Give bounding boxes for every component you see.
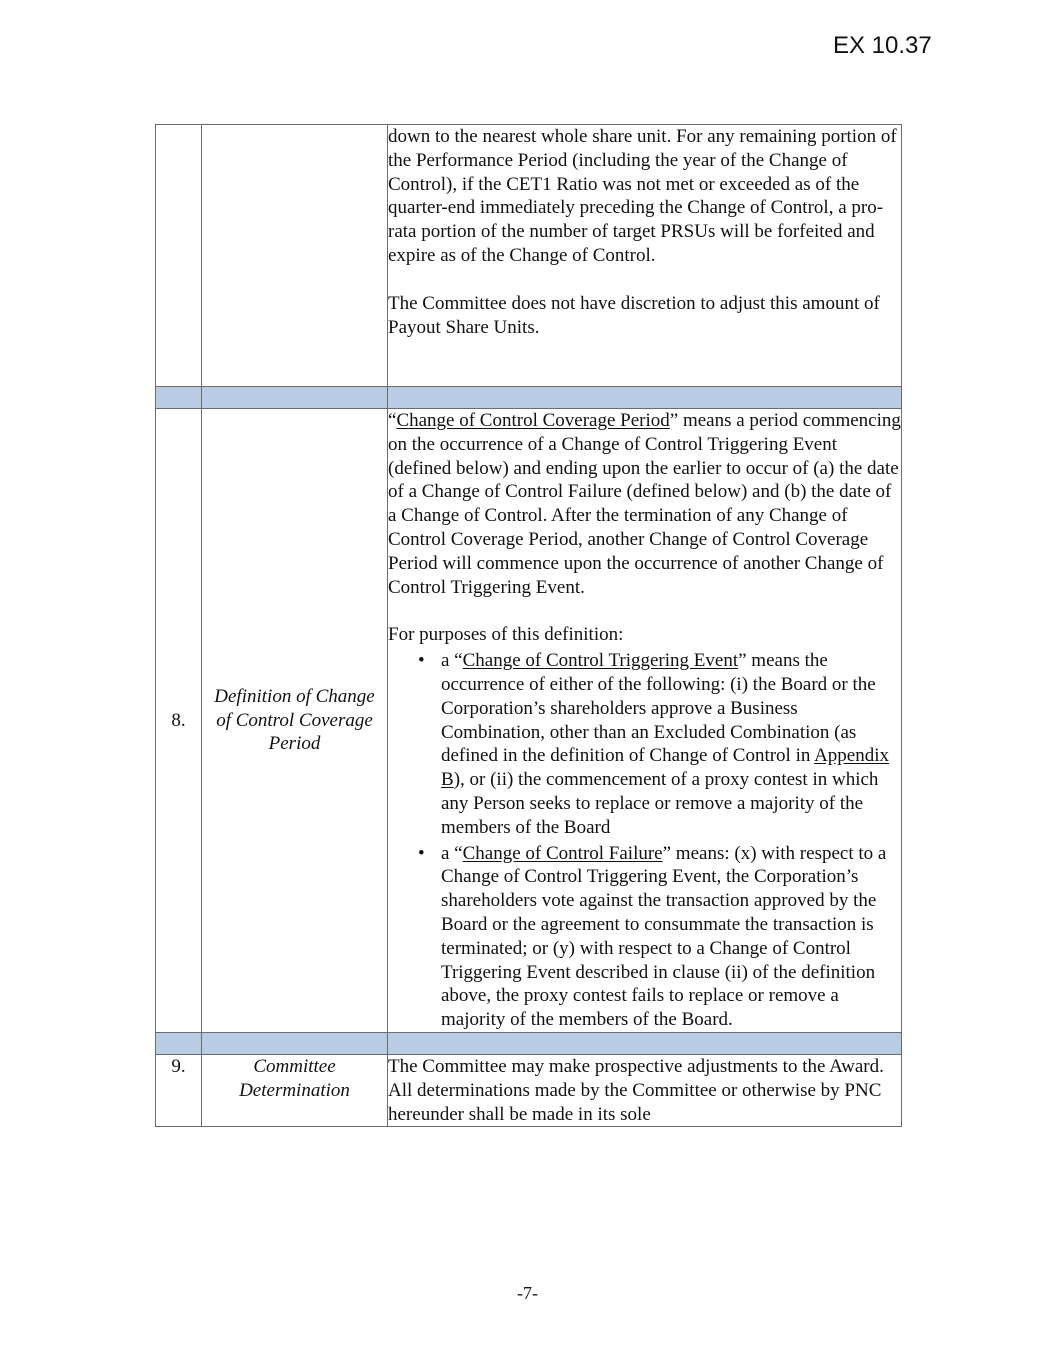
list-item: • a “Change of Control Triggering Event” means the occurrence of either of the following: (i) the Board or the Corporation’s shareholders approve a Business Combination, other than an Excluded Combination (as defined in the definition of Change of Control in Appendix B), or (ii) the commencement of a proxy contest in which any Person seeks to replace or remove a majority of the members of the Board	[388, 649, 901, 839]
defined-term: Change of Control Coverage Period	[396, 410, 670, 431]
number-cell	[156, 125, 202, 387]
award-terms-table	[155, 124, 902, 1127]
list-item: • a “Change of Control Failure” means: (x) with respect to a Change of Control Triggering Event, the Corporation’s shareholders vote against the transaction approved by the Board or the agreement to consummate the transaction is terminated; or (y) with respect to a Change of Control Triggering Event described in clause (ii) of the definition above, the proxy contest fails to replace or remove a majority of the members of the Board.	[388, 842, 901, 1032]
paragraph: For purposes of this definition:	[388, 624, 624, 646]
paragraph: down to the nearest whole share unit. For any remaining portion of the Performance Period (including the year of the Change of Control), if the CET1 Ratio was not met or exceeded as of the quarter-end immediately preceding the Change of Control, a pro-rata portion of the number of target PRSUs will be forfeited and expire as of the Change of Control.	[388, 126, 897, 266]
exhibit-label: EX 10.37	[833, 32, 932, 59]
table-row-8	[156, 409, 902, 1033]
defined-term: Change of Control Triggering Event	[462, 650, 739, 672]
table-row-9	[156, 1054, 902, 1126]
body-cell	[388, 125, 902, 387]
appendix-link[interactable]: Appendix B	[441, 745, 890, 791]
defined-term: Change of Control Failure	[462, 842, 663, 864]
table-row-continuation	[156, 125, 902, 387]
page-number: -7-	[517, 1283, 538, 1303]
row-number: 8.	[156, 409, 202, 1033]
title-cell	[202, 125, 388, 387]
bullet-list	[388, 649, 901, 1032]
definition-paragraph: “Change of Control Coverage Period” means a period commencing on the occurrence of a Change of Control Triggering Event (defined below) and ending upon the earlier to occur of (a) the date of a Change of Control Failure (defined below) and (b) the date of a Change of Control. After the termination of any Change of Control Coverage Period, another Change of Control Coverage Period will commence upon the occurrence of another Change of Control Triggering Event.	[388, 410, 901, 598]
body-cell: The Committee may make prospective adjustments to the Award. All determinations made by the Committee or otherwise by PNC hereunder shall be made in its sole	[388, 1054, 902, 1126]
separator-row	[156, 1032, 902, 1054]
row-title: Committee Determination	[202, 1054, 388, 1126]
row-title: Definition of Change of Control Coverage Period	[202, 409, 388, 1033]
paragraph: The Committee does not have discretion to adjust this amount of Payout Share Units.	[388, 292, 880, 338]
body-cell	[388, 409, 902, 1033]
row-number: 9.	[156, 1054, 202, 1126]
separator-row	[156, 387, 902, 409]
